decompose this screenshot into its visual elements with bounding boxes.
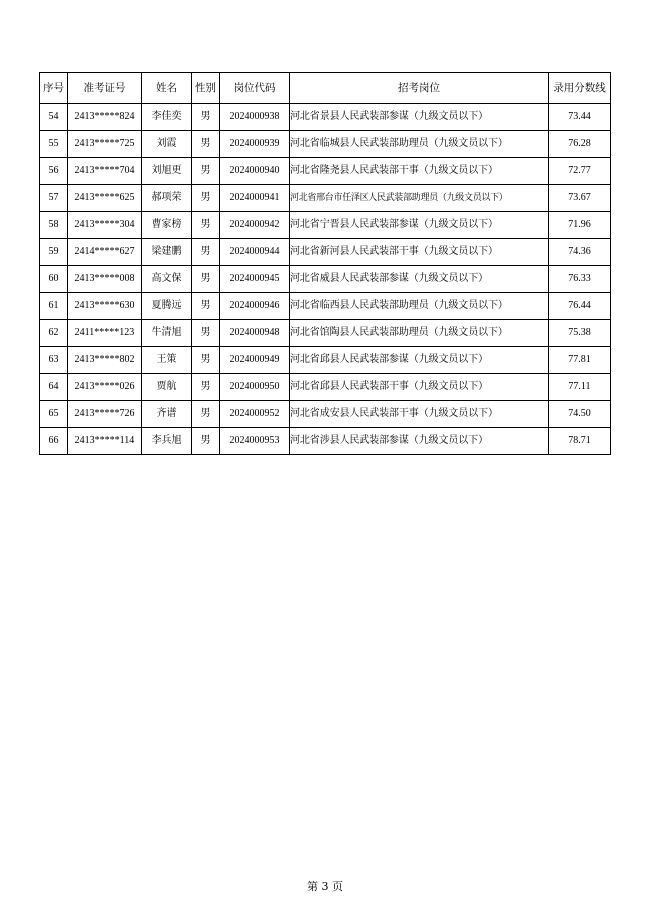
cell-seq: 64 xyxy=(40,374,68,401)
cell-exam-id: 2413*****704 xyxy=(68,158,142,185)
cell-gender: 男 xyxy=(192,158,220,185)
cell-gender: 男 xyxy=(192,212,220,239)
cell-name: 郝项荣 xyxy=(142,185,192,212)
page-number: 第 3 页 xyxy=(307,880,343,893)
cell-score: 76.28 xyxy=(549,131,611,158)
cell-post-code: 2024000953 xyxy=(220,428,290,455)
cell-name: 曹家榜 xyxy=(142,212,192,239)
cell-exam-id: 2413*****026 xyxy=(68,374,142,401)
cell-post: 河北省景县人民武装部参谋（九级文员以下） xyxy=(290,104,549,131)
header-name: 姓名 xyxy=(142,73,192,104)
cell-name: 刘旭更 xyxy=(142,158,192,185)
cell-score: 78.71 xyxy=(549,428,611,455)
cell-gender: 男 xyxy=(192,374,220,401)
cell-post-code: 2024000941 xyxy=(220,185,290,212)
cell-post-code: 2024000942 xyxy=(220,212,290,239)
cell-name: 李兵旭 xyxy=(142,428,192,455)
cell-post: 河北省涉县人民武装部参谋（九级文员以下） xyxy=(290,428,549,455)
cell-post-code: 2024000938 xyxy=(220,104,290,131)
header-score: 录用分数线 xyxy=(549,73,611,104)
cell-exam-id: 2411*****123 xyxy=(68,320,142,347)
table-row xyxy=(40,212,611,239)
cell-score: 72.77 xyxy=(549,158,611,185)
cell-post-code: 2024000948 xyxy=(220,320,290,347)
cell-seq: 63 xyxy=(40,347,68,374)
cell-post-code: 2024000946 xyxy=(220,293,290,320)
table-row xyxy=(40,320,611,347)
cell-exam-id: 2413*****824 xyxy=(68,104,142,131)
cell-gender: 男 xyxy=(192,104,220,131)
cell-seq: 66 xyxy=(40,428,68,455)
cell-score: 74.36 xyxy=(549,239,611,266)
table-row xyxy=(40,266,611,293)
cell-seq: 65 xyxy=(40,401,68,428)
cell-name: 贾航 xyxy=(142,374,192,401)
cell-post: 河北省隆尧县人民武装部干事（九级文员以下） xyxy=(290,158,549,185)
cell-post-code: 2024000944 xyxy=(220,239,290,266)
cell-gender: 男 xyxy=(192,239,220,266)
cell-seq: 58 xyxy=(40,212,68,239)
cell-exam-id: 2413*****630 xyxy=(68,293,142,320)
cell-post: 河北省成安县人民武装部干事（九级文员以下） xyxy=(290,401,549,428)
cell-score: 73.44 xyxy=(549,104,611,131)
cell-gender: 男 xyxy=(192,185,220,212)
cell-score: 76.44 xyxy=(549,293,611,320)
cell-post: 河北省临西县人民武装部助理员（九级文员以下） xyxy=(290,293,549,320)
table-row xyxy=(40,347,611,374)
cell-score: 74.50 xyxy=(549,401,611,428)
cell-score: 73.67 xyxy=(549,185,611,212)
table-row xyxy=(40,131,611,158)
cell-exam-id: 2413*****726 xyxy=(68,401,142,428)
cell-post: 河北省宁晋县人民武装部参谋（九级文员以下） xyxy=(290,212,549,239)
cell-name: 牛清旭 xyxy=(142,320,192,347)
cell-gender: 男 xyxy=(192,320,220,347)
cell-exam-id: 2413*****802 xyxy=(68,347,142,374)
cell-gender: 男 xyxy=(192,131,220,158)
cell-exam-id: 2413*****304 xyxy=(68,212,142,239)
cell-seq: 54 xyxy=(40,104,68,131)
cell-seq: 59 xyxy=(40,239,68,266)
cell-post: 河北省临城县人民武装部助理员（九级文员以下） xyxy=(290,131,549,158)
cell-name: 王策 xyxy=(142,347,192,374)
cell-gender: 男 xyxy=(192,293,220,320)
table-row xyxy=(40,239,611,266)
cell-post: 河北省威县人民武装部参谋（九级文员以下） xyxy=(290,266,549,293)
cell-name: 夏腾远 xyxy=(142,293,192,320)
cell-gender: 男 xyxy=(192,266,220,293)
cell-post-code: 2024000949 xyxy=(220,347,290,374)
cell-post-code: 2024000939 xyxy=(220,131,290,158)
table-row xyxy=(40,428,611,455)
cell-gender: 男 xyxy=(192,401,220,428)
cell-seq: 62 xyxy=(40,320,68,347)
admission-score-table xyxy=(39,72,611,455)
cell-post-code: 2024000945 xyxy=(220,266,290,293)
table-row xyxy=(40,401,611,428)
cell-exam-id: 2413*****625 xyxy=(68,185,142,212)
cell-name: 高文保 xyxy=(142,266,192,293)
cell-score: 76.33 xyxy=(549,266,611,293)
cell-seq: 55 xyxy=(40,131,68,158)
cell-exam-id: 2413*****725 xyxy=(68,131,142,158)
cell-name: 刘霞 xyxy=(142,131,192,158)
cell-seq: 60 xyxy=(40,266,68,293)
cell-post-code: 2024000940 xyxy=(220,158,290,185)
cell-gender: 男 xyxy=(192,428,220,455)
cell-seq: 61 xyxy=(40,293,68,320)
cell-score: 77.11 xyxy=(549,374,611,401)
header-post: 招考岗位 xyxy=(290,73,549,104)
cell-name: 李佳奕 xyxy=(142,104,192,131)
cell-post-code: 2024000950 xyxy=(220,374,290,401)
cell-exam-id: 2413*****114 xyxy=(68,428,142,455)
table-row xyxy=(40,374,611,401)
cell-score: 75.38 xyxy=(549,320,611,347)
table-row xyxy=(40,158,611,185)
cell-seq: 57 xyxy=(40,185,68,212)
cell-gender: 男 xyxy=(192,347,220,374)
cell-post-code: 2024000952 xyxy=(220,401,290,428)
cell-post: 河北省馆陶县人民武装部助理员（九级文员以下） xyxy=(290,320,549,347)
header-seq: 序号 xyxy=(40,73,68,104)
cell-post: 河北省新河县人民武装部干事（九级文员以下） xyxy=(290,239,549,266)
cell-exam-id: 2414*****627 xyxy=(68,239,142,266)
cell-post: 河北省邱县人民武装部参谋（九级文员以下） xyxy=(290,347,549,374)
cell-score: 77.81 xyxy=(549,347,611,374)
cell-name: 齐谱 xyxy=(142,401,192,428)
table-row xyxy=(40,293,611,320)
cell-post: 河北省邢台市任泽区人民武装部助理员（九级文员以下） xyxy=(290,185,549,212)
cell-exam-id: 2413*****008 xyxy=(68,266,142,293)
header-exam-id: 准考证号 xyxy=(68,73,142,104)
cell-post: 河北省邱县人民武装部干事（九级文员以下） xyxy=(290,374,549,401)
table-header-row xyxy=(40,73,611,104)
table-row xyxy=(40,185,611,212)
header-post-code: 岗位代码 xyxy=(220,73,290,104)
header-gender: 性别 xyxy=(192,73,220,104)
cell-seq: 56 xyxy=(40,158,68,185)
cell-score: 71.96 xyxy=(549,212,611,239)
cell-name: 梁建鹏 xyxy=(142,239,192,266)
table-row xyxy=(40,104,611,131)
